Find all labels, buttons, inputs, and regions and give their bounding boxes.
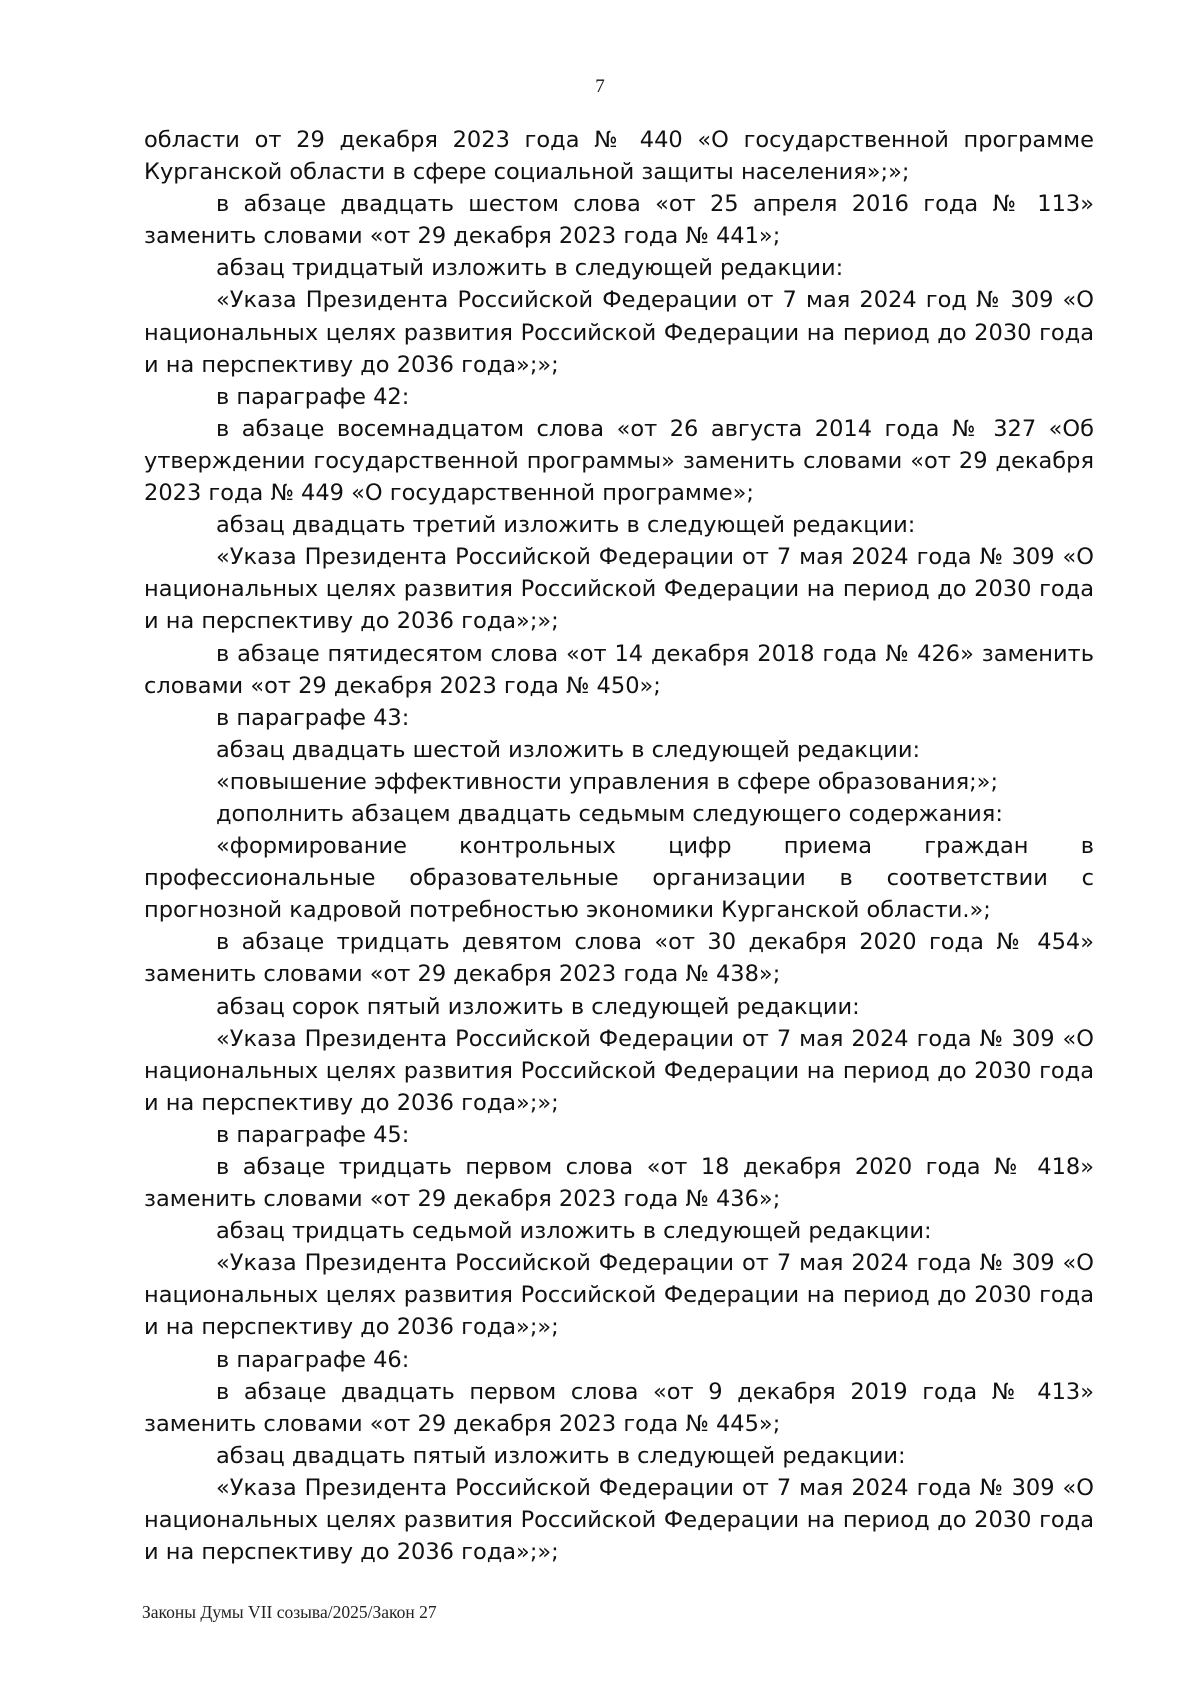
- paragraph: «Указа Президента Российской Федерации от 7 мая 2024 года № 309 «О национальных целях развития Российской Федерации на период до 2030 года и на перспективу до 2036 года»;»;: [144, 1250, 1094, 1341]
- paragraph: «формирование контрольных цифр приема граждан в профессиональные образовательные организации в соответствии с прогнозной кадровой потребностью экономики Курганской области.»;: [144, 833, 1094, 924]
- paragraph: абзац двадцать шестой изложить в следующей редакции:: [216, 736, 921, 763]
- paragraph: «Указа Президента Российской Федерации от 7 мая 2024 года № 309 «О национальных целях развития Российской Федерации на период до 2030 года и на перспективу до 2036 года»;»;: [144, 544, 1094, 635]
- paragraph: абзац тридцать седьмой изложить в следующей редакции:: [216, 1218, 932, 1245]
- paragraph: абзац тридцатый изложить в следующей редакции:: [216, 255, 844, 282]
- paragraph: области от 29 декабря 2023 года № 440 «О государственной программе Курганской области в сфере социальной защиты населения»;»;: [144, 127, 1094, 186]
- paragraph: в параграфе 45:: [216, 1121, 410, 1148]
- paragraph: дополнить абзацем двадцать седьмым следующего содержания:: [216, 800, 1003, 827]
- document-footer: Законы Думы VII созыва/2025/Закон 27: [142, 1602, 437, 1622]
- paragraph: «Указа Президента Российской Федерации от 7 мая 2024 год № 309 «О национальных целях развития Российской Федерации на период до 2030 года и на перспективу до 2036 года»;»;: [144, 287, 1094, 378]
- paragraph: в абзаце тридцать первом слова «от 18 декабря 2020 года № 418» заменить словами «от 29 декабря 2023 года № 436»;: [144, 1154, 1094, 1213]
- paragraph: «Указа Президента Российской Федерации от 7 мая 2024 года № 309 «О национальных целях развития Российской Федерации на период до 2030 года и на перспективу до 2036 года»;»;: [144, 1474, 1094, 1566]
- paragraph: в параграфе 42:: [216, 383, 410, 410]
- page-number: 7: [595, 76, 605, 97]
- paragraph: в параграфе 46:: [216, 1346, 410, 1373]
- paragraph: в абзаце тридцать девятом слова «от 30 декабря 2020 года № 454» заменить словами «от 29 декабря 2023 года № 438»;: [144, 929, 1094, 988]
- paragraph: абзац двадцать третий изложить в следующей редакции:: [216, 512, 916, 539]
- paragraph: абзац двадцать пятый изложить в следующей редакции:: [216, 1442, 906, 1469]
- paragraph: в абзаце восемнадцатом слова «от 26 августа 2014 года № 327 «Об утверждении государственной программы» заменить словами «от 29 декабря 2023 года № 449 «О государственной программе»;: [144, 415, 1094, 507]
- paragraph: «повышение эффективности управления в сфере образования;»;: [216, 768, 999, 795]
- document-body: [144, 124, 1094, 1568]
- paragraph: в абзаце двадцать шестом слова «от 25 апреля 2016 года № 113» заменить словами «от 29 декабря 2023 года № 441»;: [144, 191, 1094, 250]
- paragraph: в абзаце двадцать первом слова «от 9 декабря 2019 года № 413» заменить словами «от 29 декабря 2023 года № 445»;: [144, 1378, 1094, 1437]
- paragraph: «Указа Президента Российской Федерации от 7 мая 2024 года № 309 «О национальных целях развития Российской Федерации на период до 2030 года и на перспективу до 2036 года»;»;: [144, 1025, 1094, 1116]
- paragraph: абзац сорок пятый изложить в следующей редакции:: [216, 993, 860, 1020]
- paragraph: в абзаце пятидесятом слова «от 14 декабря 2018 года № 426» заменить словами «от 29 декабря 2023 года № 450»;: [144, 640, 1094, 699]
- paragraph: в параграфе 43:: [216, 704, 410, 731]
